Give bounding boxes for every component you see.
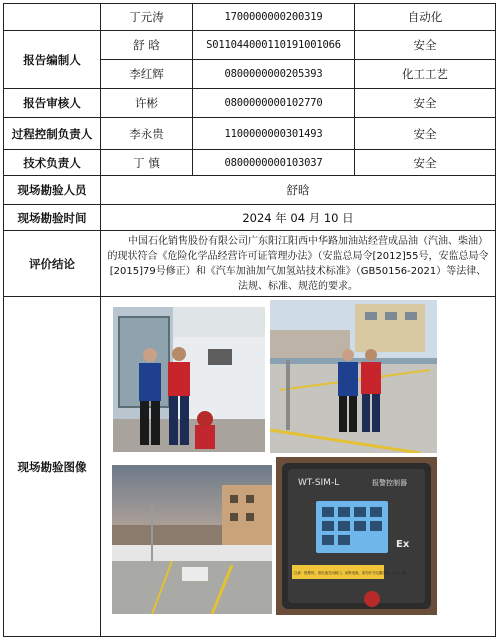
- photo-alarm-controller: [276, 457, 437, 615]
- images-label: 现场勘验图像: [4, 297, 101, 637]
- certificate-number: 0800000000205393: [193, 60, 355, 89]
- certificate-number: 0800000000102770: [193, 89, 355, 118]
- tech-lead-label: 技术负责人: [4, 150, 101, 176]
- personnel-survey-table: [3, 3, 496, 637]
- conclusion-label: 评价结论: [4, 231, 101, 297]
- table-row: [4, 31, 496, 60]
- survey-time-label: 现场勘验时间: [4, 205, 101, 231]
- specialty: 安全: [355, 89, 496, 118]
- survey-staff-label: 现场勘验人员: [4, 176, 101, 205]
- specialty: 安全: [355, 31, 496, 60]
- table-row: [4, 89, 496, 118]
- device-brand-text: WT-SIM-L: [298, 478, 340, 488]
- table-row: [4, 150, 496, 176]
- conclusion-text-cell: [101, 231, 496, 297]
- device-header-text: 报警控制器: [372, 479, 407, 487]
- specialty: 安全: [355, 150, 496, 176]
- survey-time-value: 2024 年 04 月 10 日: [101, 205, 496, 231]
- photo-shop-entrance-image: [113, 307, 265, 452]
- table-row: [4, 176, 496, 205]
- certificate-number: 1100000000301493: [193, 118, 355, 150]
- specialty: 化工工艺: [355, 60, 496, 89]
- photos-cell: [101, 297, 496, 637]
- photo-site-overview: [112, 465, 272, 614]
- table-row: [4, 118, 496, 150]
- photo-forecourt-image: [270, 300, 437, 453]
- photo-shop-entrance: [113, 307, 265, 452]
- person-name: 丁 慎: [101, 150, 193, 176]
- table-row: [4, 4, 496, 31]
- certificate-number: 1700000000200319: [193, 4, 355, 31]
- person-name: 舒 晗: [101, 31, 193, 60]
- table-row: [4, 205, 496, 231]
- reviewer-label: 报告审核人: [4, 89, 101, 118]
- photo-grid: [101, 297, 495, 636]
- person-name: 丁元涛: [101, 4, 193, 31]
- person-name: 李红辉: [101, 60, 193, 89]
- table-row: [4, 231, 496, 297]
- certificate-number: 0800000000103037: [193, 150, 355, 176]
- process-control-label: 过程控制负责人: [4, 118, 101, 150]
- person-name: 许彬: [101, 89, 193, 118]
- compiler-label: 报告编制人: [4, 31, 101, 89]
- table-row: [4, 297, 496, 637]
- blank-label-cell: [4, 4, 101, 31]
- ex-mark-text: Ex: [396, 539, 410, 550]
- specialty: 安全: [355, 118, 496, 150]
- survey-staff-value: 舒晗: [101, 176, 496, 205]
- specialty: 自动化: [355, 4, 496, 31]
- certificate-number: S011044000110191001066: [193, 31, 355, 60]
- photo-forecourt: [270, 300, 437, 453]
- photo-site-overview-image: [112, 465, 272, 614]
- photo-alarm-controller-image: [276, 457, 437, 615]
- conclusion-text: 中国石化销售股份有限公司广东阳江阳西中华路加油站经营成品油（汽油、柴油）的现状符合《危险化学品经营许可证管理办法》（安监总局令[2012]55号，安监总局令[2015]79号修正）和《汽车加油加气加氢站技术标准》（GB50156-2021）等法律、法规、标准、规范的要求。: [107, 235, 489, 292]
- warning-sticker-text: 注意：报警时，请迅速关闭阀门，切断电源，请勿开关电器设备，打开门窗！: [294, 571, 410, 575]
- person-name: 李永贵: [101, 118, 193, 150]
